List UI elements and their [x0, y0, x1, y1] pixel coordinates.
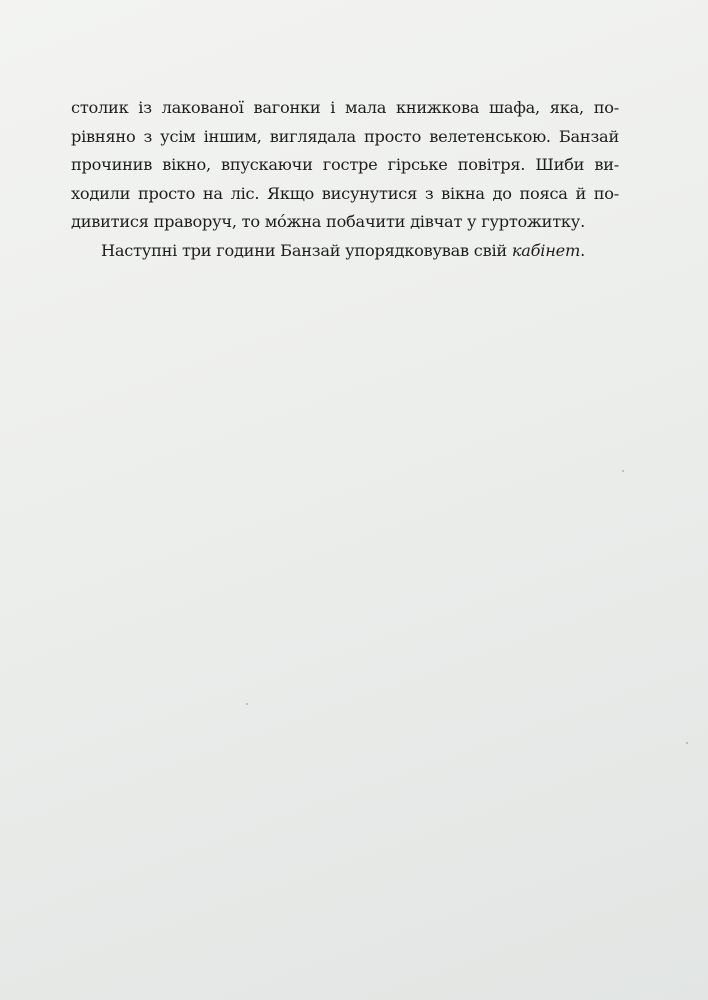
text-line: ходили просто на ліс. Якщо висунутися з вікна до пояса й по- — [71, 183, 619, 203]
text-line: дивитися праворуч, то мо́жна побачити дівчат у гуртожитку. — [71, 212, 585, 232]
paper-speck — [622, 470, 624, 472]
paper-speck — [686, 742, 688, 744]
text-line: рівняно з усім іншим, виглядала просто велетенською. Банзай — [71, 126, 619, 146]
text-line: прочинив вікно, впускаючи гостре гірське повітря. Шиби ви- — [71, 155, 619, 175]
paragraph-line — [71, 237, 619, 266]
paragraph-text: Наступні три години Банзай упорядковував свій — [101, 240, 512, 260]
paper-speck — [246, 703, 248, 705]
text-line: столик із лакованої вагонки і мала книжкова шафа, яка, по- — [71, 98, 619, 117]
italic-word: кабінет — [511, 240, 581, 260]
paragraph-period: . — [580, 240, 585, 260]
body-text — [71, 94, 619, 266]
